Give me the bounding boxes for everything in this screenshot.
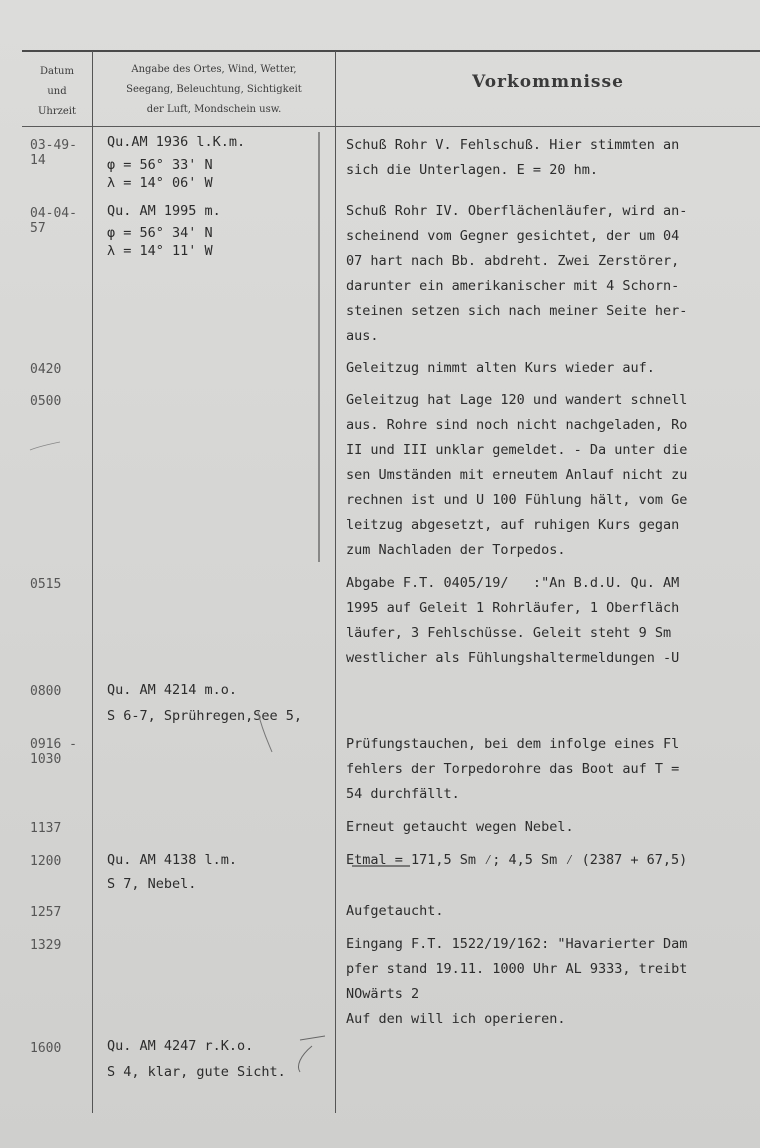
entry-time: 0800	[30, 684, 62, 699]
entry-event: darunter ein amerikanischer mit 4 Schorn-	[346, 278, 680, 294]
entry-location: φ = 56° 34' N	[107, 225, 213, 241]
entry-event: Schuß Rohr IV. Oberflächenläufer, wird an-	[346, 203, 688, 219]
entry-event: Erneut getaucht wegen Nebel.	[346, 819, 574, 835]
entry-event: Aufgetaucht.	[346, 903, 444, 919]
entry-event: fehlers der Torpedorohre das Boot auf T =	[346, 761, 680, 777]
entry-time: 1200	[30, 854, 62, 869]
entry-time: 1329	[30, 938, 62, 953]
entry-event: sich die Unterlagen. E = 20 hm.	[346, 162, 598, 178]
entry-time: 0500	[30, 394, 62, 409]
entry-time: 04-04-	[30, 206, 77, 221]
entry-location: Qu.AM 1936 l.K.m.	[107, 134, 246, 150]
entry-event: Etmal = 171,5 Sm ⁄; 4,5 Sm ⁄ (2387 + 67,5)	[346, 852, 688, 868]
entry-location: S 6-7, Sprühregen,See 5,	[107, 708, 303, 724]
entry-event: läufer, 3 Fehlschüsse. Geleit steht 9 Sm	[346, 625, 672, 641]
entry-time: 57	[30, 221, 46, 236]
entry-event: 1995 auf Geleit 1 Rohrläufer, 1 Oberfläch	[346, 600, 680, 616]
entry-location: Qu. AM 1995 m.	[107, 203, 221, 219]
entry-time: 0916 -	[30, 737, 77, 752]
entry-event: aus.	[346, 328, 379, 344]
entry-event: 54 durchfällt.	[346, 786, 460, 802]
entry-location: Qu. AM 4138 l.m.	[107, 852, 238, 868]
date-column-header: Datum und Uhrzeit	[37, 66, 77, 117]
entry-time: 0420	[30, 362, 62, 377]
entry-location: S 4, klar, gute Sicht.	[107, 1064, 286, 1080]
entry-time: 0515	[30, 577, 62, 592]
location-column-header: Angabe des Ortes, Wind, Wetter, Seegang, Beleuchtung, Sichtigkeit der Luft, Mondschein usw.	[126, 64, 302, 115]
entry-event: steinen setzen sich nach meiner Seite her-	[346, 303, 688, 319]
entry-event: aus. Rohre sind noch nicht nachgeladen, Ro	[346, 417, 688, 433]
entry-event: sen Umständen mit erneutem Anlauf nicht zu	[346, 467, 688, 483]
entry-time: 14	[30, 153, 46, 168]
entry-event: pfer stand 19.11. 1000 Uhr AL 9333, treibt	[346, 961, 688, 977]
entry-location: Qu. AM 4247 r.K.o.	[107, 1038, 254, 1054]
entry-location: φ = 56° 33' N	[107, 157, 213, 173]
events-column-header: Vorkommnisse	[472, 72, 624, 92]
entry-event: leitzug abgesetzt, auf ruhigen Kurs gegan	[346, 517, 680, 533]
entry-time: 1257	[30, 905, 62, 920]
entry-time: 03-49-	[30, 138, 77, 153]
entry-event: 07 hart nach Bb. abdreht. Zwei Zerstörer,	[346, 253, 680, 269]
entry-time: 1600	[30, 1041, 62, 1056]
entry-event: II und III unklar gemeldet. - Da unter die	[346, 442, 688, 458]
entry-event: rechnen ist und U 100 Fühlung hält, vom Ge	[346, 492, 688, 508]
entry-location: λ = 14° 11' W	[107, 243, 213, 259]
entry-event: Schuß Rohr V. Fehlschuß. Hier stimmten an	[346, 137, 680, 153]
entry-event: Eingang F.T. 1522/19/162: "Havarierter Dam	[346, 936, 688, 952]
entry-event: scheinend vom Gegner gesichtet, der um 04	[346, 228, 680, 244]
entry-event: Auf den will ich operieren.	[346, 1011, 566, 1027]
entry-time: 1030	[30, 752, 62, 767]
entry-event: Geleitzug hat Lage 120 und wandert schnell	[346, 392, 688, 408]
entry-event: zum Nachladen der Torpedos.	[346, 542, 566, 558]
entry-location: Qu. AM 4214 m.o.	[107, 682, 238, 698]
entry-event: Geleitzug nimmt alten Kurs wieder auf.	[346, 360, 655, 376]
entry-event: westlicher als Fühlungshaltermeldungen -U	[346, 650, 680, 666]
entry-location: S 7, Nebel.	[107, 876, 197, 892]
entry-event: Prüfungstauchen, bei dem infolge eines Fl	[346, 736, 680, 752]
entry-event: NOwärts 2	[346, 986, 420, 1002]
entry-time: 1137	[30, 821, 62, 836]
entry-location: λ = 14° 06' W	[107, 175, 213, 191]
entry-event: Abgabe F.T. 0405/19/ :"An B.d.U. Qu. AM	[346, 575, 680, 591]
